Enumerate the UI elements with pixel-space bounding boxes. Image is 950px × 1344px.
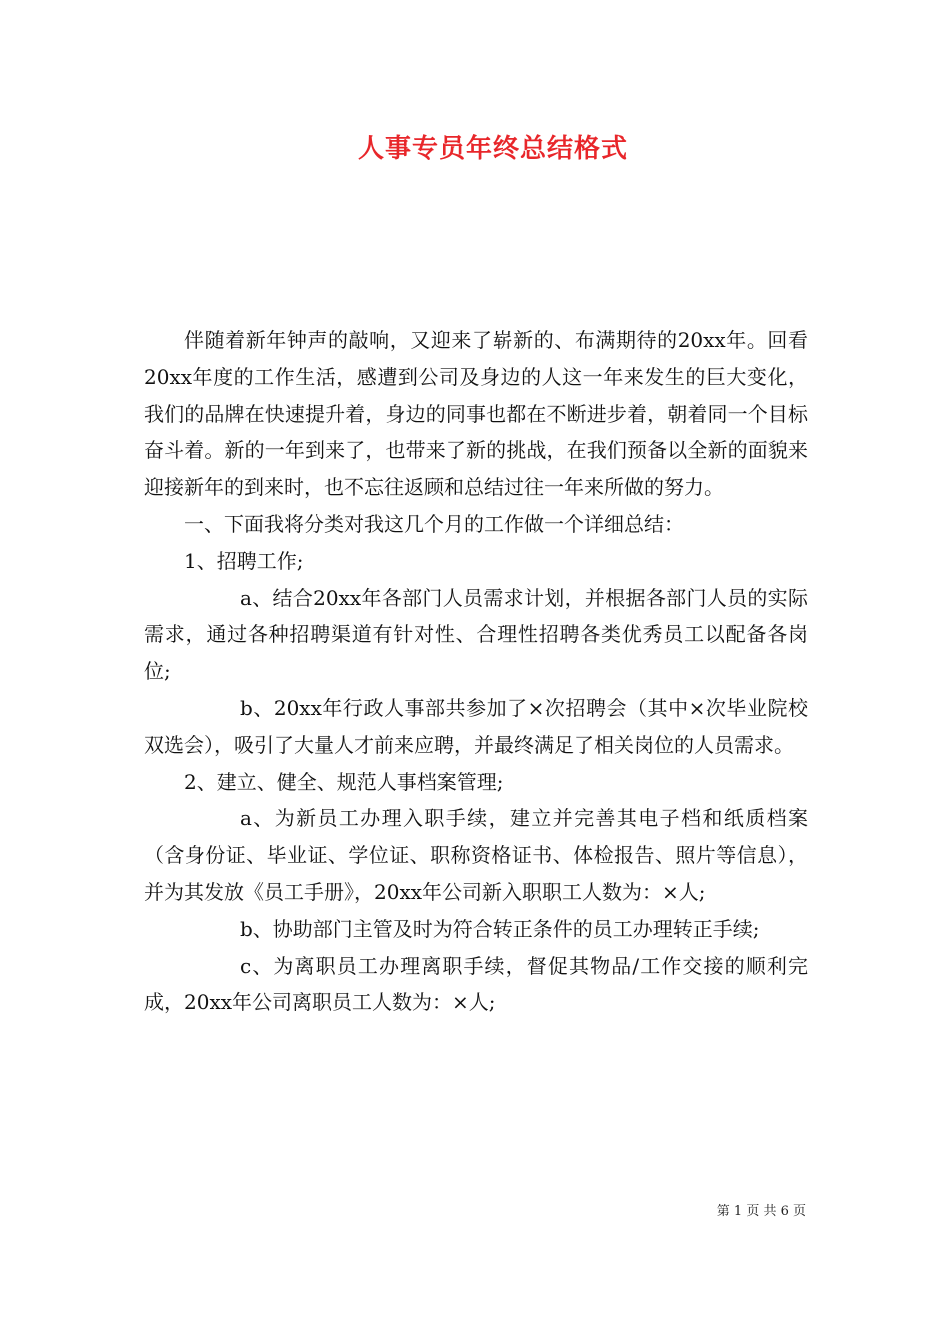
list-item: a、结合20xx年各部门人员需求计划，并根据各部门人员的实际需求，通过各种招聘渠道有针对性、合理性招聘各类优秀员工以配备各岗位; [144, 585, 808, 684]
section-heading: 一、下面我将分类对我这几个月的工作做一个详细总结： [184, 511, 684, 536]
subsection-archives: 2、建立、健全、规范人事档案管理; [184, 769, 504, 794]
list-item: b、20xx年行政人事部共参加了×次招聘会（其中×次毕业院校双选会），吸引了大量人才前来应聘，并最终满足了相关岗位的人员需求。 [144, 695, 808, 757]
page-number: 第 1 页 共 6 页 [716, 1204, 806, 1219]
document-body [144, 322, 808, 1021]
intro-paragraph: 伴随着新年钟声的敲响，又迎来了崭新的、布满期待的20xx年。回看20xx年度的工作生活，感遭到公司及身边的人这一年来发生的巨大变化，我们的品牌在快速提升着，身边的同事也都在不断进步着，朝着同一个目标奋斗着。新的一年到来了，也带来了新的挑战，在我们预备以全新的面貌来迎接新年的到来时，也不忘往返顾和总结过往一年来所做的努力。 [144, 328, 808, 500]
subsection-recruitment: 1、招聘工作; [184, 548, 304, 573]
list-item: c、为离职员工办理离职手续，督促其物品/工作交接的顺利完成，20xx年公司离职员工人数为：×人; [144, 953, 808, 1015]
list-item: a、为新员工办理入职手续，建立并完善其电子档和纸质档案（含身份证、毕业证、学位证、职称资格证书、体检报告、照片等信息），并为其发放《员工手册》，20xx年公司新入职职工人数为：×人; [144, 806, 808, 904]
list-item: b、协助部门主管及时为符合转正条件的员工办理转正手续; [240, 916, 760, 941]
document-title: 人事专员年终总结格式 [357, 134, 628, 164]
